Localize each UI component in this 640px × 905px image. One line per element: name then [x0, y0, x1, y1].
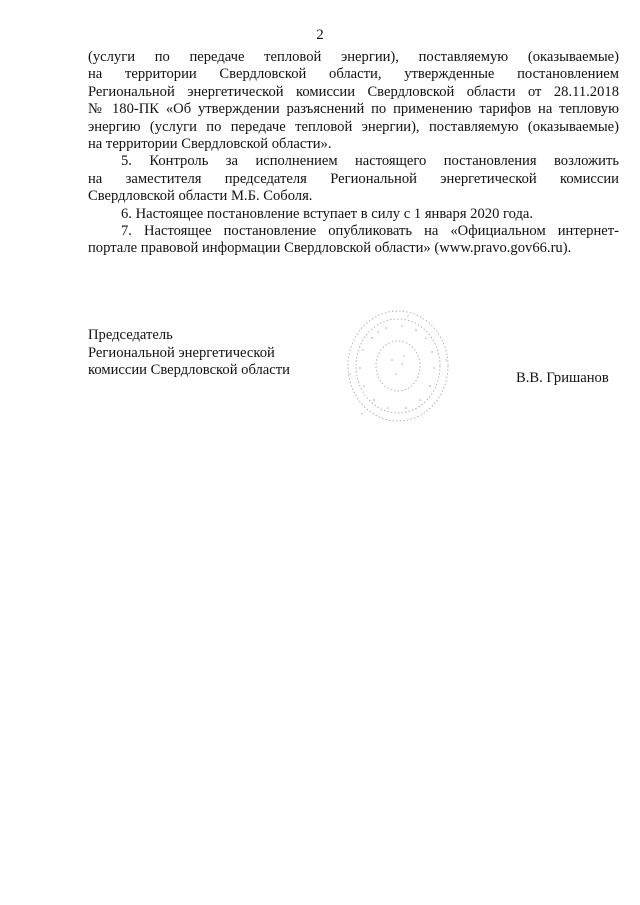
signer-name: В.В. Гришанов [516, 370, 609, 386]
paragraph-6 [88, 206, 619, 223]
document-body [88, 49, 619, 258]
text-line: портале правовой информации Свердловской области» (www.pravo.gov66.ru). [88, 240, 572, 257]
signatory-title-line: Председатель [88, 327, 173, 343]
official-seal-stamp-icon [342, 304, 454, 426]
signatory-title [88, 327, 290, 380]
text-line: энергию (услуги по передаче тепловой энергии), поставляемую (оказываемые) [88, 118, 619, 135]
text-line: Свердловской области М.Б. Соболя. [88, 188, 313, 205]
signatory-title-line: Региональной энергетической [88, 344, 275, 361]
paragraph-7 [88, 223, 619, 258]
text-line: 5. Контроль за исполнением настоящего постановления возложить [121, 153, 619, 170]
text-line: на заместителя председателя Региональной энергетической комиссии [88, 170, 619, 187]
text-line: (услуги по передаче тепловой энергии), поставляемую (оказываемые) [88, 49, 619, 65]
text-line: на территории Свердловской области, утвержденные постановлением [88, 66, 619, 83]
text-line: 6. Настоящее постановление вступает в силу с 1 января 2020 года. [121, 205, 534, 222]
text-line: 7. Настоящее постановление опубликовать на «Официальном интернет- [121, 223, 619, 240]
signatory-title-line: комиссии Свердловской области [88, 362, 290, 379]
text-line: на территории Свердловской области». [88, 136, 332, 153]
continuation-paragraph [88, 49, 619, 153]
text-line: Региональной энергетической комиссии Свердловской области от 28.11.2018 [88, 83, 619, 100]
text-line: № 180-ПК «Об утверждении разъяснений по применению тарифов на тепловую [88, 101, 619, 118]
paragraph-5 [88, 153, 619, 205]
page-number: 2 [316, 27, 324, 43]
